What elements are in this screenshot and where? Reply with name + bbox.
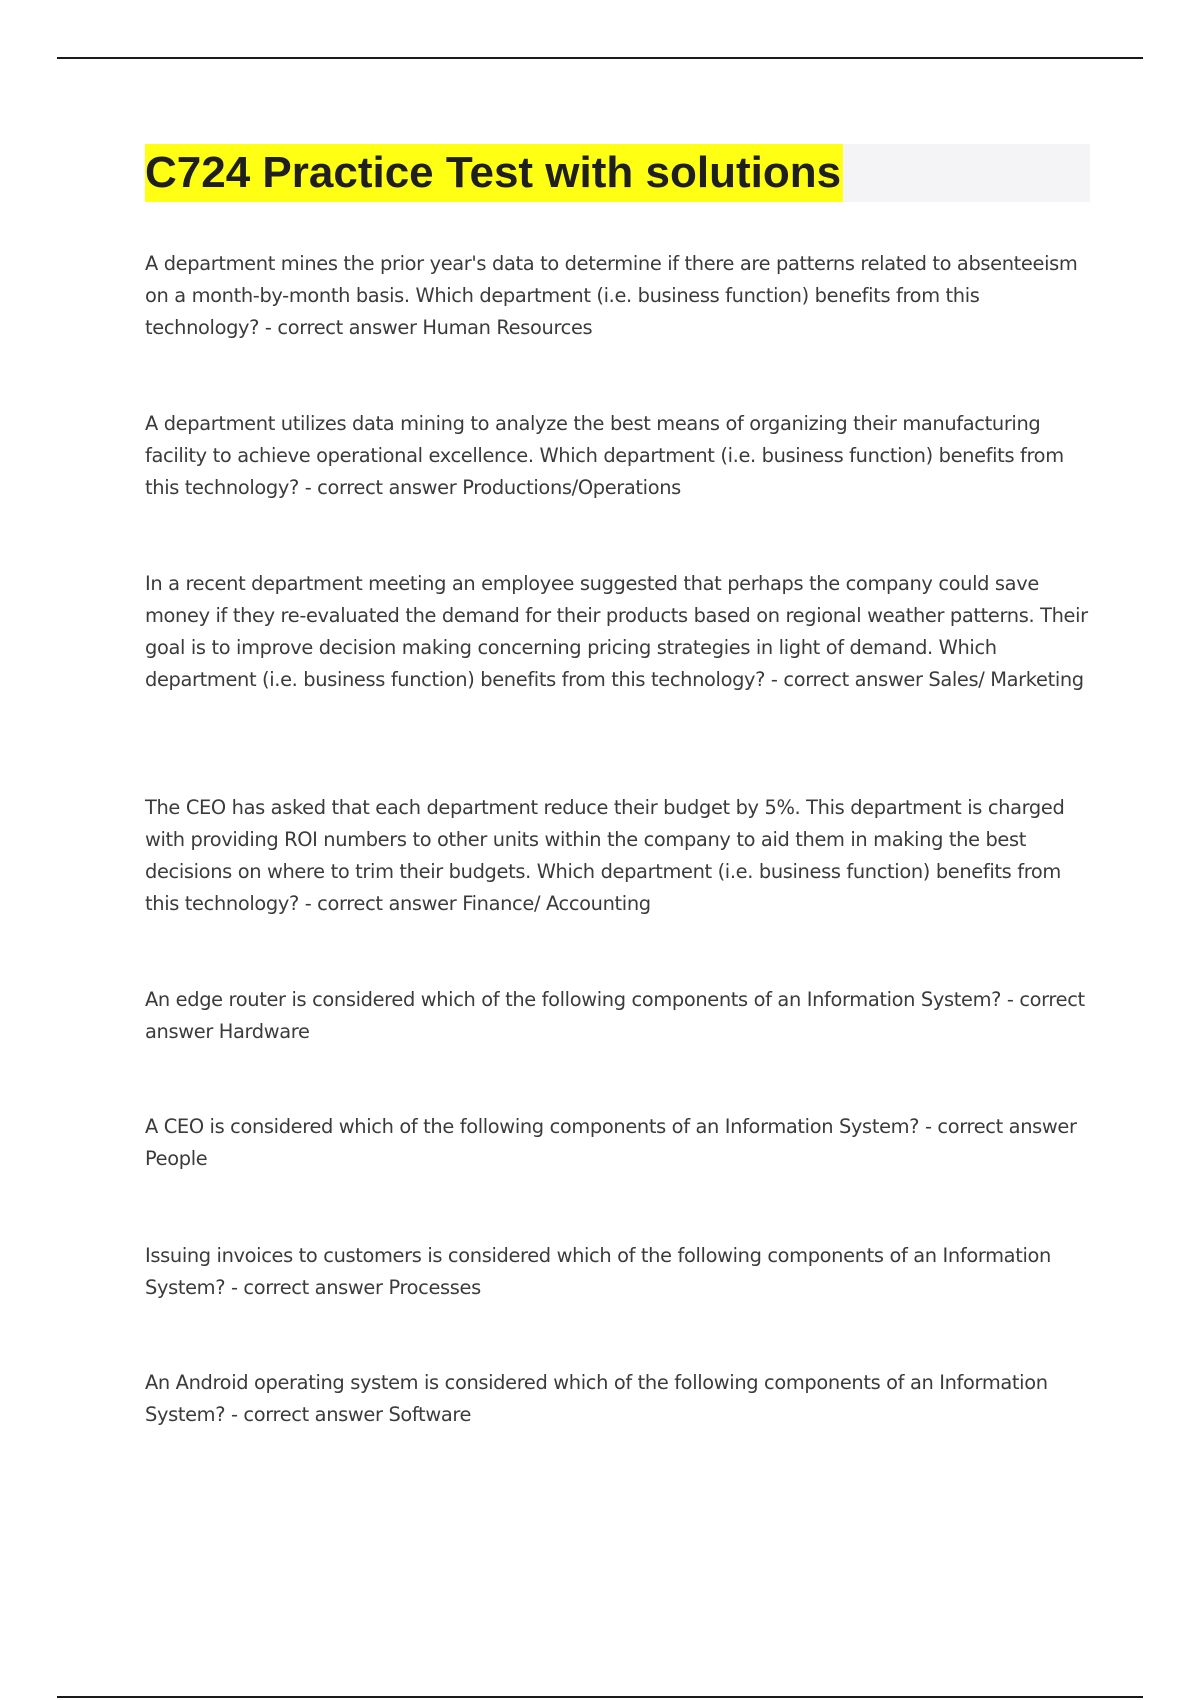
qa-item — [145, 568, 1090, 696]
answer-text: Human Resources — [422, 316, 593, 339]
qa-item — [145, 1111, 1090, 1175]
qa-item — [145, 1367, 1090, 1431]
qa-item — [145, 408, 1090, 504]
qa-item — [145, 1240, 1090, 1304]
question-text: A department mines the prior year's data to determine if there are patterns related to absenteeism on a month-by-month basis. Which department (i.e. business function) benefits from this technology? - correct answer — [145, 252, 1078, 339]
question-text: The CEO has asked that each department reduce their budget by 5%. This department is charged with providing ROI numbers to other units within the company to aid them in making the best decisions on where to trim their budgets. Which department (i.e. business function) benefits from this technology? - correct answer — [145, 796, 1065, 915]
page-bottom-rule — [57, 1696, 1143, 1698]
answer-text: People — [145, 1147, 208, 1170]
answer-text: Hardware — [218, 1020, 310, 1043]
page-top-rule — [57, 57, 1143, 59]
qa-item — [145, 984, 1090, 1048]
question-text: A department utilizes data mining to analyze the best means of organizing their manufacturing facility to achieve operational excellence. Which department (i.e. business function) benefits from this technology? - correct answer — [145, 412, 1064, 499]
question-text: An Android operating system is considered which of the following components of an Information System? - correct answer — [145, 1371, 1048, 1426]
document-title: C724 Practice Test with solutions — [145, 144, 843, 202]
question-text: An edge router is considered which of the following components of an Information System? - correct answer — [145, 988, 1085, 1043]
answer-text: Processes — [388, 1276, 481, 1299]
qa-item — [145, 248, 1090, 344]
question-text: In a recent department meeting an employee suggested that perhaps the company could save money if they re-evaluated the demand for their products based on regional weather patterns. Their goal is to improve decision making concerning pricing strategies in light of demand. Which department (i.e. business function) benefits from this technology? - correct answer — [145, 572, 1088, 691]
question-text: Issuing invoices to customers is considered which of the following components of an Information System? - correct answer — [145, 1244, 1051, 1299]
answer-text: Productions/Operations — [462, 476, 681, 499]
question-text: A CEO is considered which of the following components of an Information System? - correct answer — [145, 1115, 1077, 1138]
answer-text: Sales/ Marketing — [928, 668, 1084, 691]
answer-text: Finance/ Accounting — [462, 892, 651, 915]
answer-text: Software — [388, 1403, 472, 1426]
qa-item — [145, 792, 1090, 920]
